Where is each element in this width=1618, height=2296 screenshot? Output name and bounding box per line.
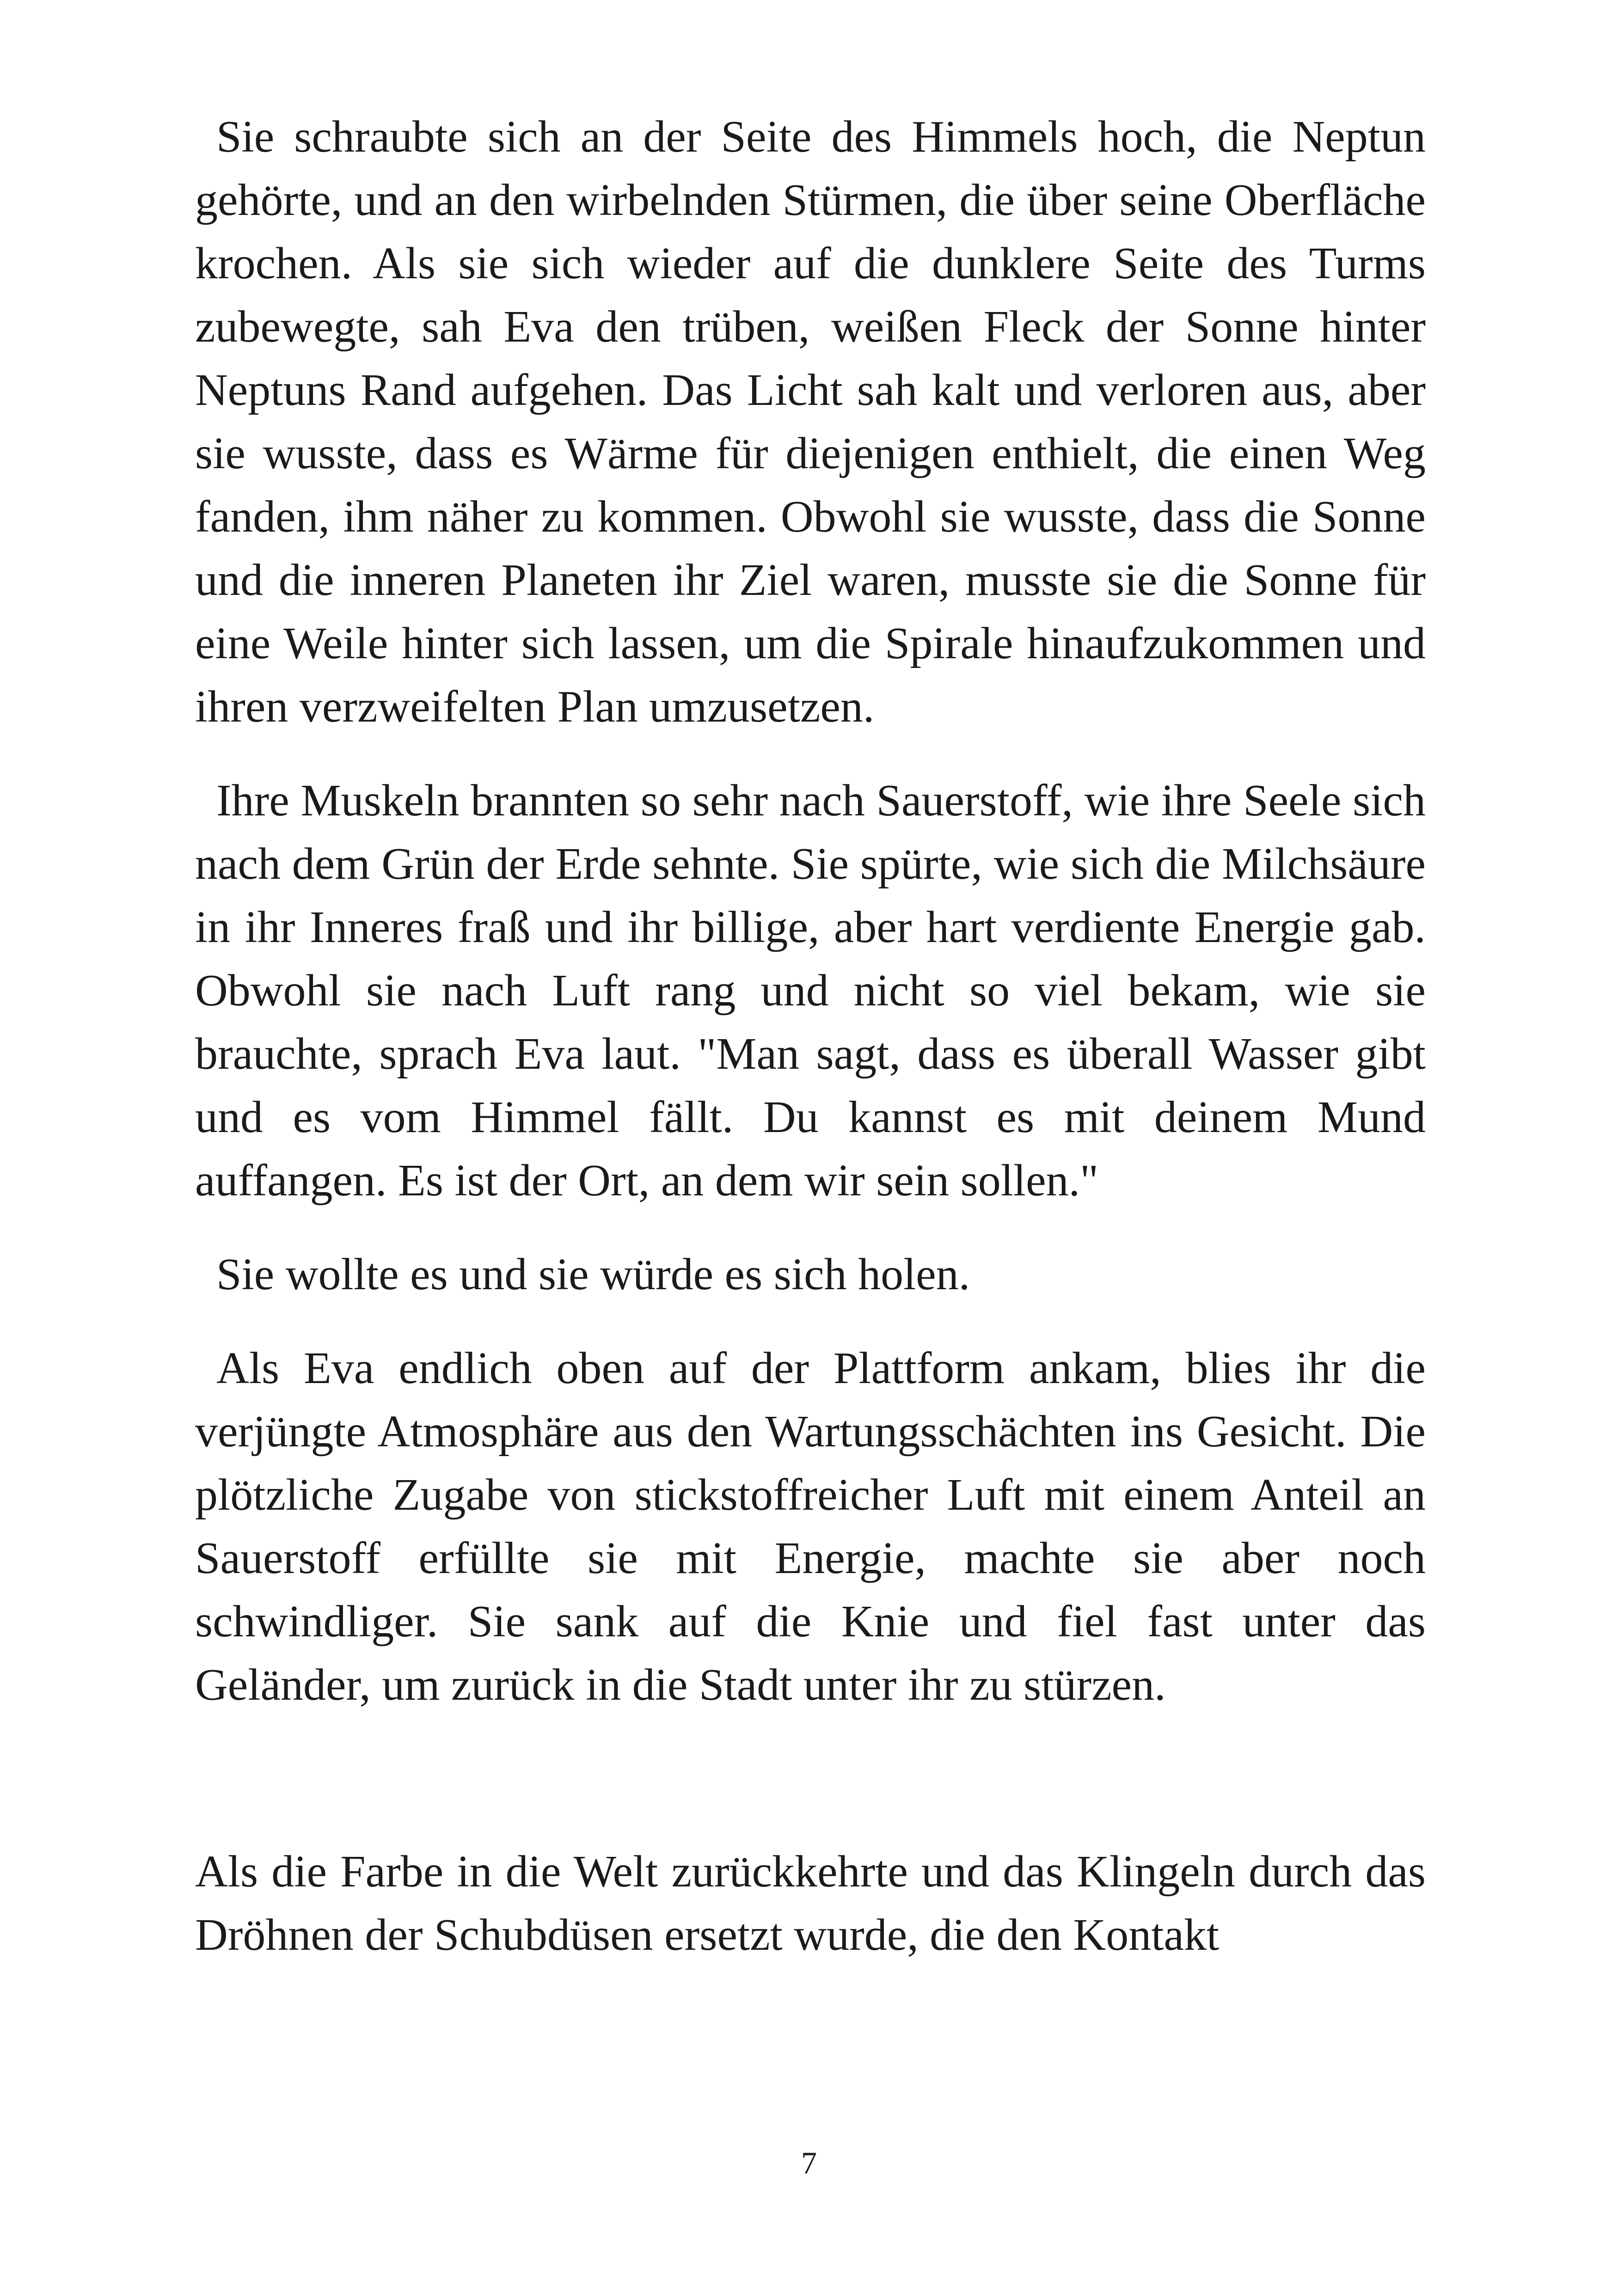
paragraph-1: Sie schraubte sich an der Seite des Himmels hoch, die Neptun gehörte, und an den wirbelnden Stürmen, die über seine Oberfläche krochen. Als sie sich wieder auf die dunklere Seite des Turms zubewegte, sah Eva den trüben, weißen Fleck der Sonne hinter Neptuns Rand aufgehen. Das Licht sah kalt und verloren aus, aber sie wusste, dass es Wärme für diejenigen enthielt, die einen Weg fanden, ihm näher zu kommen. Obwohl sie wusste, dass die Sonne und die inneren Planeten ihr Ziel waren, musste sie die Sonne für eine Weile hinter sich lassen, um die Spirale hinaufzukommen und ihren verzweifelten Plan umzusetzen. [195, 112, 1426, 732]
body-text [195, 105, 1426, 1997]
section-break [195, 1717, 1426, 1840]
paragraph-2: Ihre Muskeln brannten so sehr nach Sauerstoff, wie ihre Seele sich nach dem Grün der Erde sehnte. Sie spürte, wie sich die Milchsäure in ihr Inneres fraß und ihr billige, aber hart verdiente Energie gab. Obwohl sie nach Luft rang und nicht so viel bekam, wie sie brauchte, sprach Eva laut. "Man sagt, dass es überall Wasser gibt und es vom Himmel fällt. Du kannst es mit deinem Mund auffangen. Es ist der Ort, an dem wir sein sollen." [195, 776, 1426, 1206]
page-number: 7 [801, 2145, 817, 2180]
paragraph-3: Sie wollte es und sie würde es sich holen. [216, 1249, 970, 1299]
paragraph-4: Als Eva endlich oben auf der Plattform ankam, blies ihr die verjüngte Atmosphäre aus den Wartungsschächten ins Gesicht. Die plötzliche Zugabe von stickstoffreicher Luft mit einem Anteil an Sauerstoff erfüllte sie mit Energie, machte sie aber noch schwindliger. Sie sank auf die Knie und fiel fast unter das Geländer, um zurück in die Stadt unter ihr zu stürzen. [195, 1343, 1426, 1710]
paragraph-5: Als die Farbe in die Welt zurückkehrte und das Klingeln durch das Dröhnen der Schubdüsen ersetzt wurde, die den Kontakt [195, 1847, 1426, 1960]
